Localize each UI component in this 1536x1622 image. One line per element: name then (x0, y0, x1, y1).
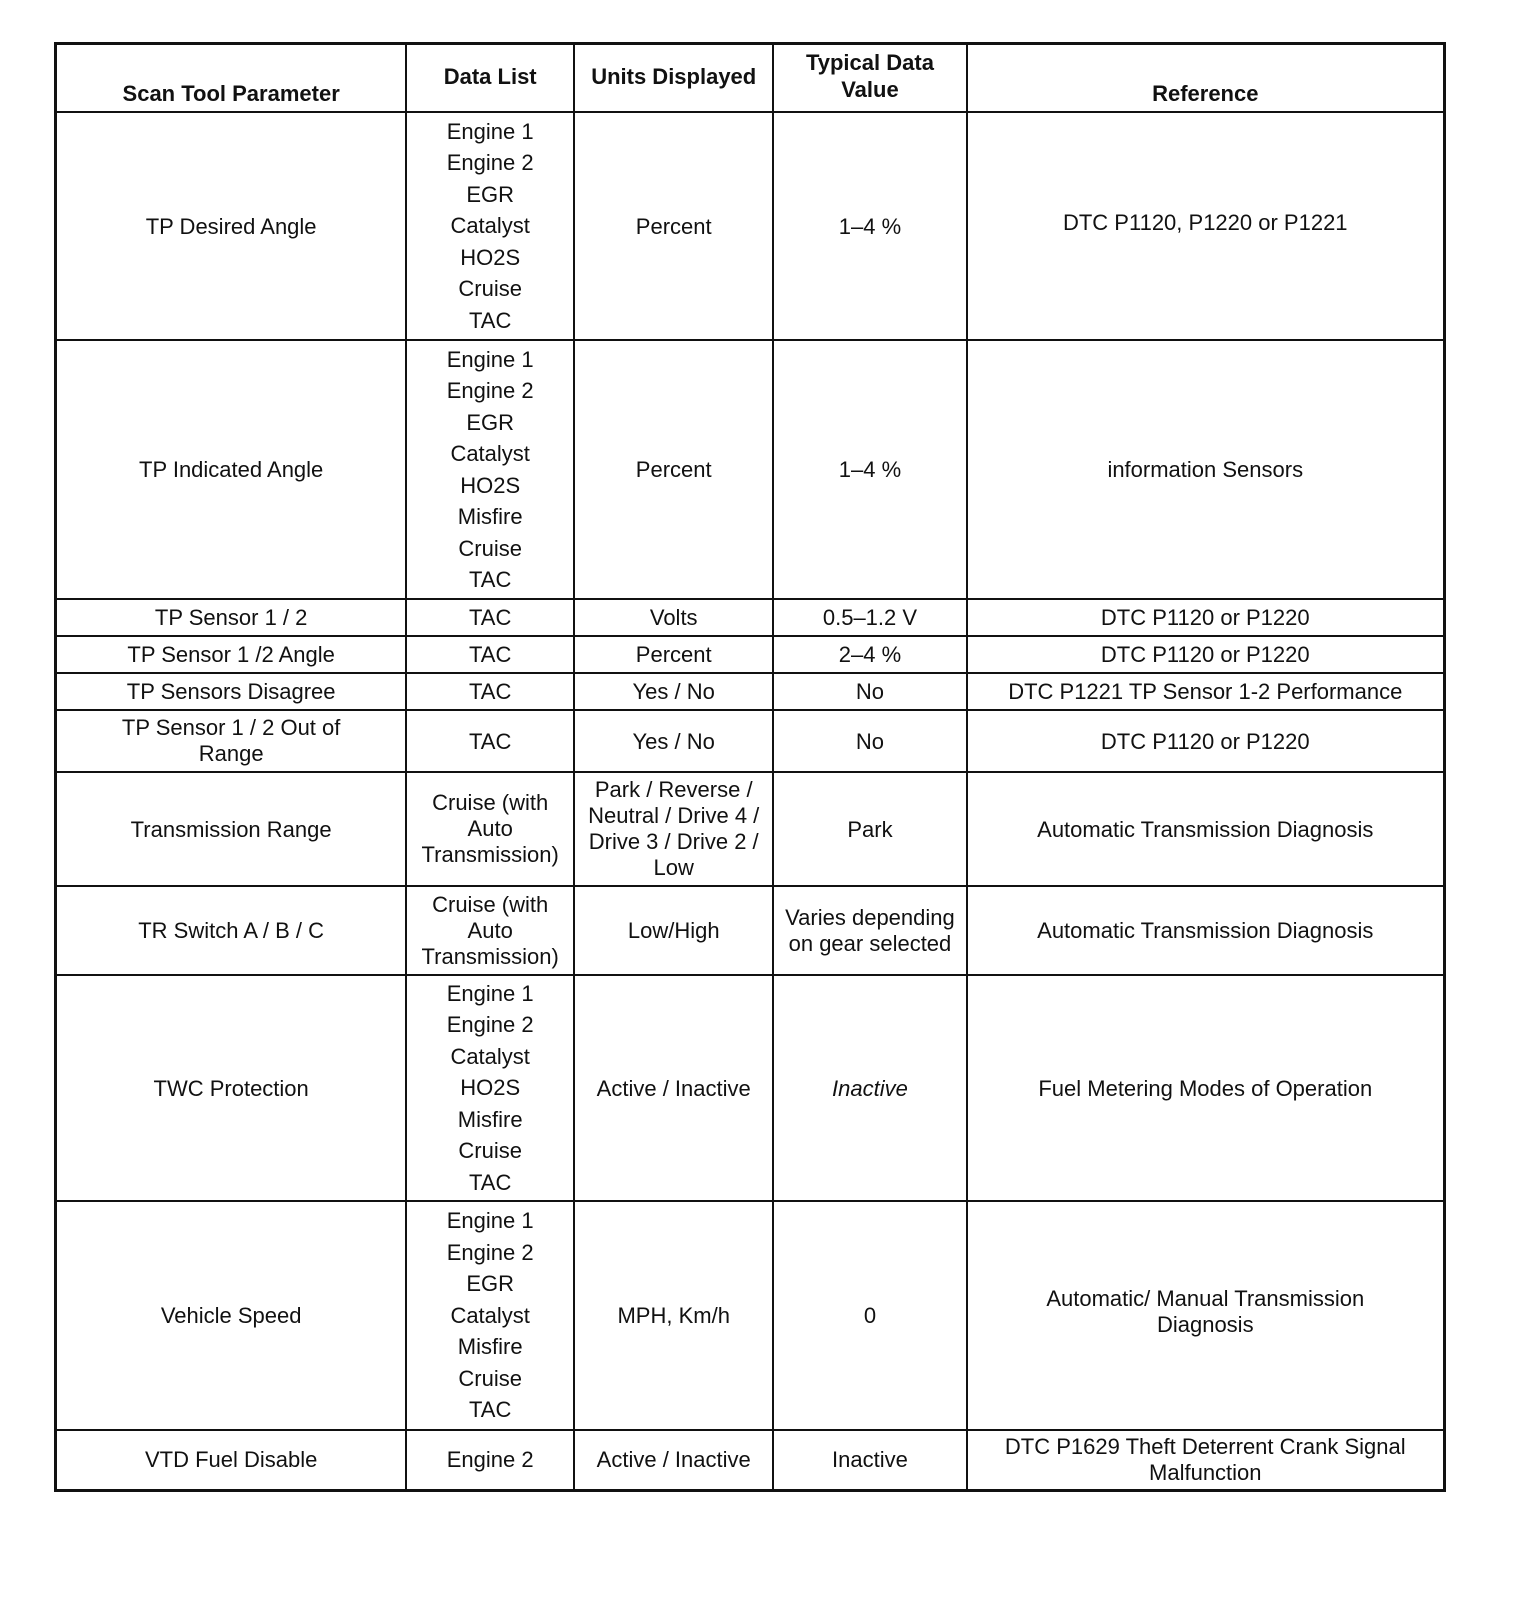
parameter-cell: TP Sensor 1 / 2 (56, 599, 407, 636)
reference-text: DTC P1120, P1220 or P1221 (1062, 209, 1348, 235)
data-list-text: Cruise (with Auto Transmission) (421, 790, 559, 867)
parameter-cell: TWC Protection (56, 975, 407, 1201)
table-row (56, 772, 1445, 886)
parameter-text: TP Sensor 1 / 2 Out of Range (121, 715, 341, 766)
data-list-item: Engine 2 (446, 150, 534, 176)
data-list-item: Engine 1 (446, 1208, 534, 1234)
reference-cell (967, 1201, 1445, 1430)
data-list-item: HO2S (460, 472, 521, 498)
data-list-cell (406, 112, 574, 340)
units-cell: Active / Inactive (574, 975, 773, 1201)
data-list-cell: Engine 2 (406, 1430, 574, 1490)
table-row (56, 112, 1445, 340)
table-row (56, 636, 1445, 673)
units-cell: MPH, Km/h (574, 1201, 773, 1430)
parameter-cell (56, 710, 407, 772)
data-list-item: EGR (466, 409, 515, 435)
reference-cell (967, 1430, 1445, 1490)
header-units-displayed: Units Displayed (574, 44, 773, 113)
table-row (56, 1201, 1445, 1430)
data-list-cell: TAC (406, 673, 574, 710)
units-cell: Volts (574, 599, 773, 636)
data-list-item: EGR (466, 1271, 515, 1297)
data-list-cell (406, 772, 574, 886)
data-list-item: Cruise (458, 535, 522, 561)
table-row (56, 673, 1445, 710)
table-row (56, 975, 1445, 1201)
units-cell: Percent (574, 636, 773, 673)
data-list-item: Catalyst (450, 441, 530, 466)
reference-cell: DTC P1120 or P1220 (967, 710, 1445, 772)
data-list-text: Cruise (with Auto Transmission) (421, 891, 559, 969)
data-list-item: Engine 1 (446, 118, 534, 144)
data-list-cell (406, 1201, 574, 1430)
data-list-item: Cruise (458, 1365, 522, 1391)
data-list-item: EGR (466, 181, 515, 207)
reference-cell: DTC P1120 or P1220 (967, 599, 1445, 636)
units-cell: Yes / No (574, 710, 773, 772)
data-list-item: Engine 2 (446, 378, 534, 403)
typical-value-cell: 0.5–1.2 V (773, 599, 966, 636)
table-row (56, 886, 1445, 975)
reference-cell: DTC P1120 or P1220 (967, 636, 1445, 673)
data-list-item: Engine 2 (446, 1239, 534, 1265)
typical-value-cell: 1–4 % (773, 340, 966, 599)
typical-value-cell (773, 886, 966, 975)
data-list-item: Misfire (457, 1334, 523, 1360)
typical-value-cell: 2–4 % (773, 636, 966, 673)
units-cell: Percent (574, 112, 773, 340)
data-list-item: Engine 1 (446, 980, 534, 1006)
parameter-cell: TR Switch A / B / C (56, 886, 407, 975)
parameter-cell: TP Sensors Disagree (56, 673, 407, 710)
table-row (56, 710, 1445, 772)
data-list-item: HO2S (460, 1075, 521, 1101)
units-cell: Active / Inactive (574, 1430, 773, 1490)
table-row (56, 340, 1445, 599)
reference-cell: information Sensors (967, 340, 1445, 599)
units-cell: Yes / No (574, 673, 773, 710)
data-list-item: Engine 1 (446, 346, 534, 372)
header-row (56, 44, 1445, 113)
table-row (56, 1430, 1445, 1490)
data-list-item: TAC (468, 307, 512, 333)
header-typical-data-value: Typical Data Value (773, 44, 966, 113)
data-list-cell (406, 340, 574, 599)
data-list-item: Misfire (457, 1106, 523, 1132)
data-list-item: Misfire (457, 504, 523, 529)
data-list-item: Catalyst (450, 1043, 530, 1069)
table-row (56, 599, 1445, 636)
typical-value-cell: Park (773, 772, 966, 886)
scan-tool-parameter-table (54, 42, 1446, 1492)
data-list-item: Catalyst (450, 1302, 530, 1328)
data-list-item: Catalyst (450, 213, 530, 239)
header-reference: Reference (967, 44, 1445, 113)
data-list-item: Engine 2 (446, 1012, 534, 1038)
data-list-cell: TAC (406, 599, 574, 636)
units-cell (574, 772, 773, 886)
data-list-cell: TAC (406, 636, 574, 673)
typical-value-cell: No (773, 673, 966, 710)
header-scan-tool-parameter: Scan Tool Parameter (56, 44, 407, 113)
data-list-item: HO2S (460, 244, 521, 270)
typical-value-text: Varies depending on gear selected (785, 904, 955, 956)
units-cell: Low/High (574, 886, 773, 975)
parameter-cell: VTD Fuel Disable (56, 1430, 407, 1490)
reference-cell: Automatic Transmission Diagnosis (967, 886, 1445, 975)
typical-value-cell: 0 (773, 1201, 966, 1430)
units-cell: Percent (574, 340, 773, 599)
parameter-cell: TP Sensor 1 /2 Angle (56, 636, 407, 673)
data-list-item: Cruise (458, 276, 522, 302)
reference-cell (967, 112, 1445, 340)
data-list-item: TAC (468, 567, 512, 592)
parameter-cell: TP Indicated Angle (56, 340, 407, 599)
parameter-cell: Transmission Range (56, 772, 407, 886)
data-list-item: TAC (468, 1169, 512, 1195)
data-list-cell (406, 975, 574, 1201)
parameter-cell: TP Desired Angle (56, 112, 407, 340)
data-list-item: Cruise (458, 1138, 522, 1164)
header-data-list: Data List (406, 44, 574, 113)
data-list-item: TAC (468, 1397, 512, 1423)
units-text: Park / Reverse / Neutral / Drive 4 / Drive 3 / Drive 2 / Low (588, 777, 760, 880)
reference-cell: Fuel Metering Modes of Operation (967, 975, 1445, 1201)
typical-value-cell: No (773, 710, 966, 772)
reference-cell: Automatic Transmission Diagnosis (967, 772, 1445, 886)
typical-value-cell: Inactive (773, 975, 966, 1201)
reference-text: DTC P1629 Theft Deterrent Crank Signal Malfunction (1004, 1433, 1406, 1485)
typical-value-cell: 1–4 % (773, 112, 966, 340)
typical-value-cell: Inactive (773, 1430, 966, 1490)
reference-text: Automatic/ Manual Transmission Diagnosis (1046, 1285, 1365, 1337)
data-list-cell (406, 886, 574, 975)
reference-cell: DTC P1221 TP Sensor 1-2 Performance (967, 673, 1445, 710)
parameter-cell: Vehicle Speed (56, 1201, 407, 1430)
data-list-cell: TAC (406, 710, 574, 772)
